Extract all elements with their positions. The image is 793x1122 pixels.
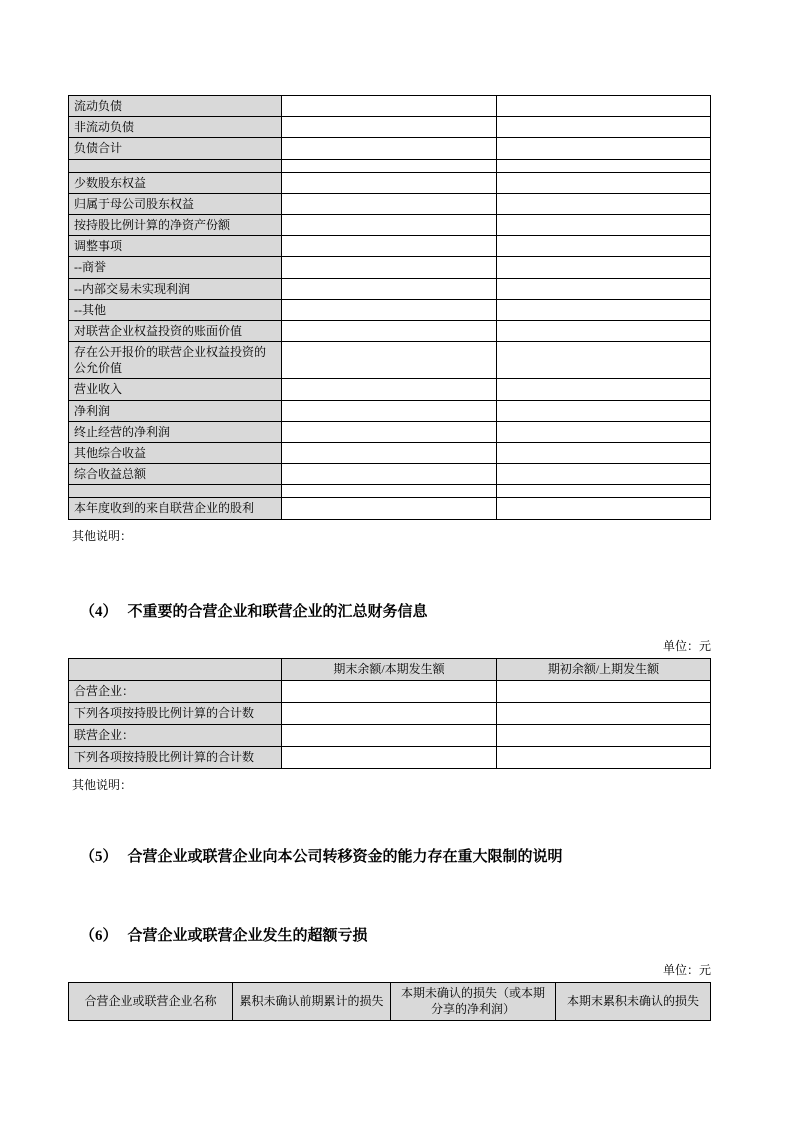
value-cell — [282, 138, 497, 159]
row-label-cell: 下列各项按持股比例计算的合计数 — [69, 702, 282, 724]
row-label-cell: 对联营企业权益投资的账面价值 — [69, 320, 282, 341]
table-row — [69, 485, 711, 498]
row-label-cell: 营业收入 — [69, 379, 282, 400]
row-label-cell: 其他综合收益 — [69, 443, 282, 464]
excess-losses-table — [68, 982, 711, 1021]
value-cell — [282, 724, 497, 746]
value-cell — [497, 117, 711, 138]
table-row — [69, 498, 711, 519]
value-cell — [497, 680, 711, 702]
value-cell — [282, 485, 497, 498]
value-cell — [497, 299, 711, 320]
row-label-cell: 净利润 — [69, 400, 282, 421]
unit-label: 单位：元 — [662, 638, 711, 653]
row-label-cell: 归属于母公司股东权益 — [69, 193, 282, 214]
row-label-cell: 终止经营的净利润 — [69, 421, 282, 442]
section-title: 不重要的合营企业和联营企业的汇总财务信息 — [127, 603, 428, 620]
value-cell — [497, 193, 711, 214]
table-row — [69, 214, 711, 235]
unit-label: 单位：元 — [662, 962, 711, 977]
summary-financials-table — [68, 95, 711, 520]
value-cell — [282, 400, 497, 421]
value-cell — [282, 342, 497, 379]
value-cell — [282, 702, 497, 724]
value-cell — [497, 498, 711, 519]
section-number: （6） — [80, 927, 118, 944]
section-heading-4 — [80, 600, 711, 621]
column-header-cell: 期末余额/本期发生额 — [282, 658, 497, 680]
value-cell — [282, 278, 497, 299]
value-cell — [282, 96, 497, 117]
other-note: 其他说明： — [72, 777, 133, 792]
row-label-cell: 非流动负债 — [69, 117, 282, 138]
value-cell — [497, 400, 711, 421]
value-cell — [282, 379, 497, 400]
table-row — [69, 746, 711, 768]
section-title: 合营企业或联营企业发生的超额亏损 — [127, 927, 368, 944]
value-cell — [497, 96, 711, 117]
table-row — [69, 172, 711, 193]
row-label-cell: 调整事项 — [69, 236, 282, 257]
row-label-cell: 流动负债 — [69, 96, 282, 117]
section-heading-6 — [80, 924, 711, 945]
value-cell — [497, 464, 711, 485]
value-cell — [497, 236, 711, 257]
section-title: 合营企业或联营企业向本公司转移资金的能力存在重大限制的说明 — [127, 848, 563, 865]
table-row — [69, 680, 711, 702]
value-cell — [497, 421, 711, 442]
table-row — [69, 421, 711, 442]
table-row — [69, 464, 711, 485]
value-cell — [282, 117, 497, 138]
value-cell — [497, 214, 711, 235]
column-header-cell: 本期末累积未确认的损失 — [556, 982, 711, 1020]
value-cell — [497, 138, 711, 159]
value-cell — [497, 746, 711, 768]
table-row — [69, 320, 711, 341]
table-row — [69, 702, 711, 724]
section-number: （5） — [80, 848, 118, 865]
table-header-row — [69, 658, 711, 680]
section-heading-5 — [80, 845, 711, 866]
other-note: 其他说明： — [72, 528, 133, 543]
row-label-cell: 按持股比例计算的净资产份额 — [69, 214, 282, 235]
value-cell — [282, 172, 497, 193]
row-label-cell: 少数股东权益 — [69, 172, 282, 193]
row-label-cell: 联营企业： — [69, 724, 282, 746]
value-cell — [497, 724, 711, 746]
table-row — [69, 96, 711, 117]
column-header-cell: 合营企业或联营企业名称 — [69, 982, 233, 1020]
value-cell — [282, 464, 497, 485]
row-label-cell: 本年度收到的来自联营企业的股利 — [69, 498, 282, 519]
section-number: （4） — [80, 603, 118, 620]
value-cell — [497, 159, 711, 172]
table-row — [69, 724, 711, 746]
value-cell — [282, 680, 497, 702]
value-cell — [282, 443, 497, 464]
table-row — [69, 159, 711, 172]
value-cell — [282, 421, 497, 442]
value-cell — [282, 498, 497, 519]
row-label-cell: --内部交易未实现利润 — [69, 278, 282, 299]
value-cell — [282, 193, 497, 214]
table-row — [69, 342, 711, 379]
row-label-cell: --其他 — [69, 299, 282, 320]
row-label-cell: --商誉 — [69, 257, 282, 278]
table-row — [69, 117, 711, 138]
table-row — [69, 400, 711, 421]
value-cell — [282, 214, 497, 235]
value-cell — [497, 172, 711, 193]
table-header-row — [69, 982, 711, 1020]
row-label-cell: 负债合计 — [69, 138, 282, 159]
value-cell — [282, 236, 497, 257]
table-row — [69, 236, 711, 257]
value-cell — [497, 379, 711, 400]
value-cell — [282, 299, 497, 320]
row-label-cell: 综合收益总额 — [69, 464, 282, 485]
value-cell — [497, 320, 711, 341]
value-cell — [497, 485, 711, 498]
row-label-cell — [69, 485, 282, 498]
unimportant-entities-table — [68, 658, 711, 769]
row-label-cell — [69, 159, 282, 172]
table-row — [69, 379, 711, 400]
row-label-cell: 合营企业： — [69, 680, 282, 702]
table-row — [69, 443, 711, 464]
value-cell — [497, 342, 711, 379]
row-label-cell: 下列各项按持股比例计算的合计数 — [69, 746, 282, 768]
value-cell — [497, 702, 711, 724]
table-row — [69, 278, 711, 299]
column-header-cell: 累积未确认前期累计的损失 — [233, 982, 391, 1020]
value-cell — [282, 320, 497, 341]
value-cell — [282, 257, 497, 278]
value-cell — [497, 257, 711, 278]
row-label-cell: 存在公开报价的联营企业权益投资的公允价值 — [69, 342, 282, 379]
value-cell — [282, 746, 497, 768]
corner-cell — [69, 658, 282, 680]
table-row — [69, 257, 711, 278]
value-cell — [497, 278, 711, 299]
column-header-cell: 本期未确认的损失（或本期分享的净利润） — [391, 982, 556, 1020]
value-cell — [497, 443, 711, 464]
table-row — [69, 299, 711, 320]
value-cell — [282, 159, 497, 172]
table-row — [69, 138, 711, 159]
column-header-cell: 期初余额/上期发生额 — [497, 658, 711, 680]
table-row — [69, 193, 711, 214]
